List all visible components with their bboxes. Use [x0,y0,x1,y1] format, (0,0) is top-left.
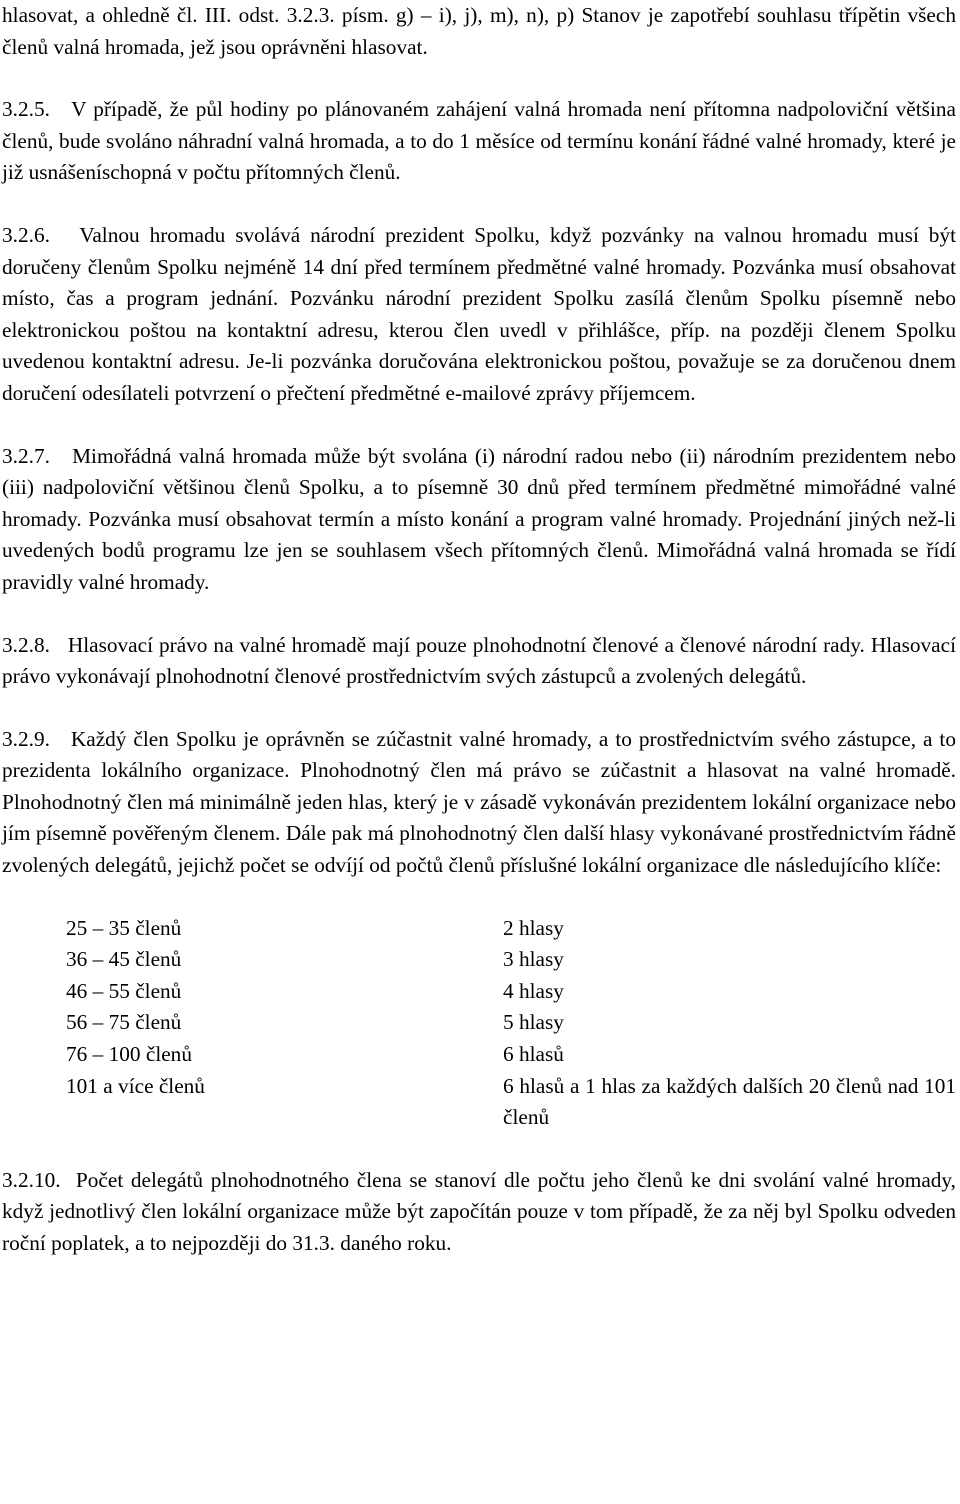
section-text: Mimořádná valná hromada může být svolána (i) národní radou nebo (ii) národním prezidentem nebo (iii) nadpoloviční většinou členů Spolku, a to písemně 30 dnů před termínem předmětné mimořádné valné hromady. Pozvánka musí obsahovat termín a místo konání a program valné hromady. Projednání jiných než-li uvedených bodů programu lze jen se souhlasem všech přítomných členů. Mimořádná valná hromada se řídí pravidly valné hromady. [2,443,956,594]
section-number: 3.2.7. [2,443,50,468]
section-number: 3.2.8. [2,632,50,657]
table-row [2,1071,956,1134]
table-row [2,1039,956,1071]
section-3-2-5 [2,94,956,189]
members-cell: 76 – 100 členů [66,1042,192,1067]
table-row [2,944,956,976]
section-text: Počet delegátů plnohodnotného člena se stanoví dle počtu jeho členů ke dni svolání valné hromady, když jednotlivý člen lokální organizace může být započítán pouze v tom případě, že za něj byl Spolku odveden roční poplatek, a to nejpozději do 31.3. daného roku. [2,1167,957,1255]
section-number: 3.2.10. [2,1167,61,1192]
section-3-2-6 [2,220,956,410]
votes-cell: 2 hlasy [503,915,564,940]
section-3-2-7 [2,441,956,599]
votes-cell: 3 hlasy [503,947,564,972]
members-cell: 46 – 55 členů [66,978,182,1003]
vote-key-table [2,913,956,1134]
document-page [2,0,956,1291]
section-number: 3.2.9. [2,726,50,751]
table-row [2,913,956,945]
section-3-2-10 [2,1165,956,1260]
votes-cell: 6 hlasů a 1 hlas za každých dalších 20 členů nad 101 členů [503,1073,956,1130]
members-cell: 101 a více členů [66,1073,205,1098]
section-3-2-8 [2,630,956,693]
votes-cell: 4 hlasy [503,978,564,1003]
section-text: Každý člen Spolku je oprávněn se zúčastnit valné hromady, a to prostřednictvím svého zástupce, a to prezidenta lokálního organizace. Plnohodnotný člen má právo se zúčastnit a hlasovat na valné hromadě. Plnohodnotný člen má minimálně jeden hlas, který je v zásadě vykonáván prezidentem lokální organizace nebo jím písemně pověřeným členem. Dále pak má plnohodnotný člen další hlasy vykonávané prostřednictvím řádně zvolených delegátů, jejichž počet se odvíjí od počtů členů příslušné lokální organizace dle následujícího klíče: [2,726,956,878]
section-3-2-9 [2,724,956,882]
members-cell: 36 – 45 členů [66,947,182,972]
votes-cell: 6 hlasů [503,1042,564,1067]
intro-text: hlasovat, a ohledně čl. III. odst. 3.2.3. písm. g) – i), j), m), n), p) Stanov je zapotřebí souhlasu třípětin všech členů valná hromada, jež jsou oprávněni hlasovat. [2,3,956,59]
intro-paragraph [2,0,956,63]
section-number: 3.2.6. [2,222,50,247]
table-row [2,1007,956,1039]
section-text: Valnou hromadu svolává národní prezident Spolku, když pozvánky na valnou hromadu musí být doručeny členům Spolku nejméně 14 dní před termínem předmětné valné hromady. Pozvánka musí obsahovat místo, čas a program jednání. Pozvánku národní prezident Spolku zasílá členům Spolku písemně nebo elektronickou poštou na kontaktní adresu, kterou člen uvedl v přihlášce, příp. na později členem Spolku uvedenou kontaktní adresu. Je-li pozvánka doručována elektronickou poštou, považuje se za doručenou dnem doručení odesílateli potvrzení o přečtení předmětné e-mailové zprávy příjemcem. [2,222,957,405]
section-text: V případě, že půl hodiny po plánovaném zahájení valná hromada není přítomna nadpoloviční většina členů, bude svoláno náhradní valná hromada, a to do 1 měsíce od termínu konání řádné valné hromady, které je již usnášeníschopná v počtu přítomných členů. [2,97,956,185]
section-number: 3.2.5. [2,97,50,122]
members-cell: 25 – 35 členů [66,915,182,940]
section-text: Hlasovací právo na valné hromadě mají pouze plnohodnotní členové a členové národní rady. Hlasovací právo vykonávají plnohodnotní členové prostřednictvím svých zástupců a zvolených delegátů. [2,632,957,689]
members-cell: 56 – 75 členů [66,1010,182,1035]
votes-cell: 5 hlasy [503,1010,564,1035]
table-row [2,976,956,1008]
